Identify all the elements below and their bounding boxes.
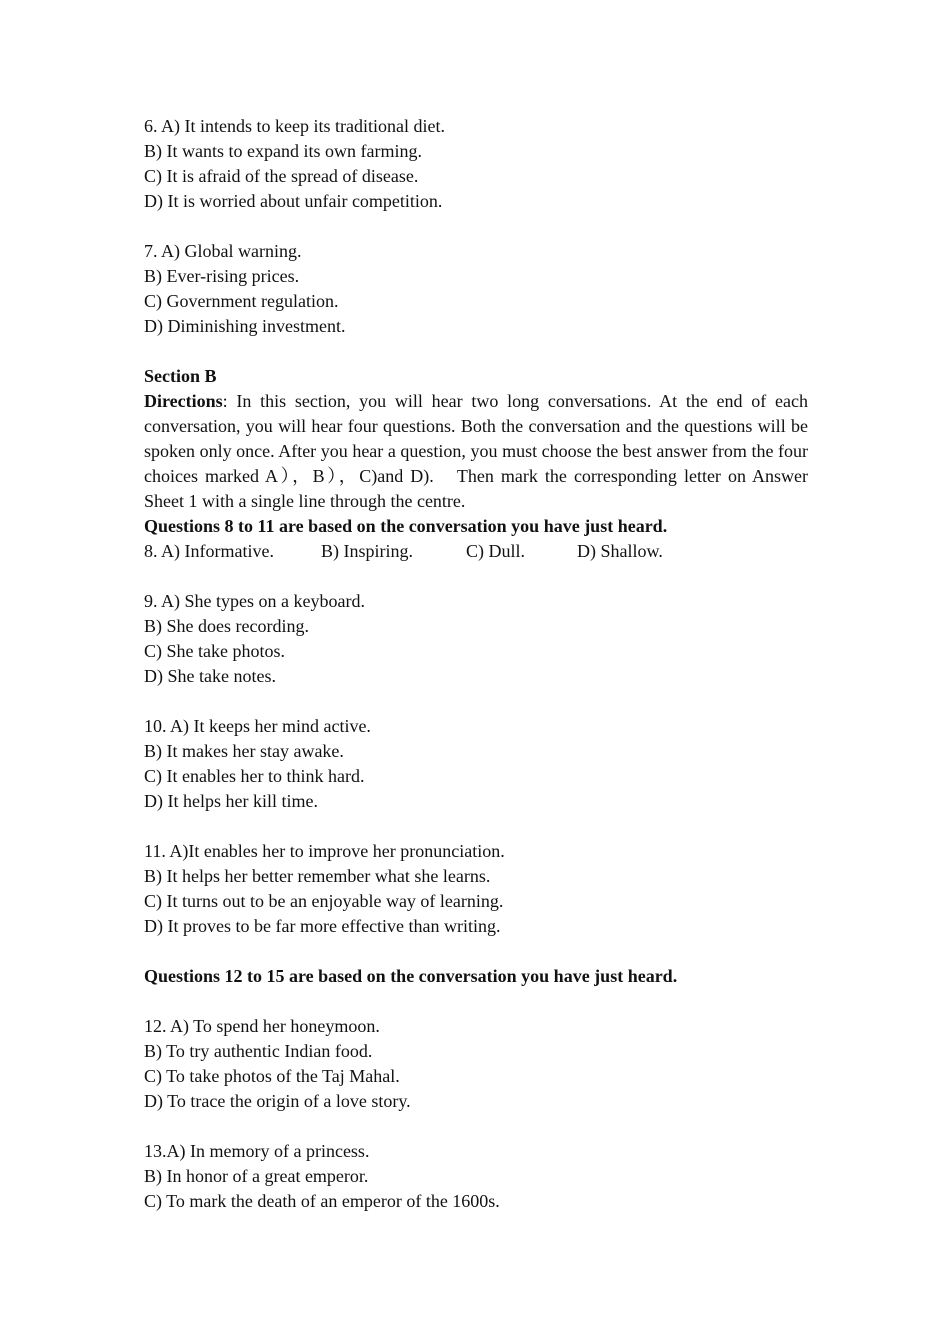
q8-option-b: B) Inspiring. [321, 541, 413, 561]
q13-option-c: C) To mark the death of an emperor of the 1600s. [144, 1191, 500, 1211]
q8-option-a: 8. A) Informative. [144, 541, 274, 561]
q12-option-c: C) To take photos of the Taj Mahal. [144, 1066, 400, 1086]
spacer [144, 939, 808, 964]
q11-option-d: D) It proves to be far more effective than writing. [144, 916, 501, 936]
spacer [144, 564, 808, 589]
q11-option-b: B) It helps her better remember what she learns. [144, 866, 491, 886]
spacer [144, 989, 808, 1014]
q10-option-c: C) It enables her to think hard. [144, 766, 365, 786]
question-13 [144, 1139, 808, 1214]
q9-option-c: C) She take photos. [144, 641, 285, 661]
q10-option-a: 10. A) It keeps her mind active. [144, 716, 371, 736]
question-11 [144, 839, 808, 939]
q9-option-d: D) She take notes. [144, 666, 276, 686]
q13-option-b: B) In honor of a great emperor. [144, 1166, 369, 1186]
q12-option-a: 12. A) To spend her honeymoon. [144, 1016, 380, 1036]
q11-option-a: 11. A)It enables her to improve her pronunciation. [144, 841, 505, 861]
q12-option-b: B) To try authentic Indian food. [144, 1041, 373, 1061]
spacer [144, 214, 808, 239]
q7-option-a: 7. A) Global warning. [144, 241, 302, 261]
question-12 [144, 1014, 808, 1114]
exam-page [144, 114, 808, 1214]
q10-option-d: D) It helps her kill time. [144, 791, 318, 811]
directions-text: : In this section, you will hear two long conversations. At the end of each conversation, you will hear four questions. Both the conversation and the questions will be spoken only once. After you hear a question, you must choose the best answer from the four choices marked A），B），C)and D). Then mark the corresponding letter on Answer Sheet 1 with a single line through the centre. [144, 391, 808, 511]
section-b-title: Section B [144, 366, 217, 386]
q7-option-b: B) Ever-rising prices. [144, 266, 300, 286]
question-8 [144, 539, 808, 564]
spacer [144, 814, 808, 839]
spacer [144, 689, 808, 714]
q9-option-b: B) She does recording. [144, 616, 309, 636]
q9-option-a: 9. A) She types on a keyboard. [144, 591, 365, 611]
q6-option-d: D) It is worried about unfair competition. [144, 191, 443, 211]
q6-option-a: 6. A) It intends to keep its traditional diet. [144, 116, 445, 136]
q6-option-c: C) It is afraid of the spread of disease. [144, 166, 419, 186]
question-6 [144, 114, 808, 214]
question-9 [144, 589, 808, 689]
q11-option-c: C) It turns out to be an enjoyable way of learning. [144, 891, 504, 911]
spacer [144, 1114, 808, 1139]
q12-option-d: D) To trace the origin of a love story. [144, 1091, 411, 1111]
q7-option-c: C) Government regulation. [144, 291, 339, 311]
section-b-directions [144, 389, 808, 514]
q8-option-d: D) Shallow. [577, 541, 663, 561]
spacer [144, 339, 808, 364]
q10-option-b: B) It makes her stay awake. [144, 741, 344, 761]
question-7 [144, 239, 808, 339]
q7-option-d: D) Diminishing investment. [144, 316, 346, 336]
question-10 [144, 714, 808, 814]
q6-option-b: B) It wants to expand its own farming. [144, 141, 422, 161]
group-2-heading: Questions 12 to 15 are based on the conversation you have just heard. [144, 966, 678, 986]
group-1-heading: Questions 8 to 11 are based on the conversation you have just heard. [144, 516, 668, 536]
directions-label: Directions [144, 391, 223, 411]
q8-option-c: C) Dull. [466, 541, 526, 561]
q13-option-a: 13.A) In memory of a princess. [144, 1141, 370, 1161]
